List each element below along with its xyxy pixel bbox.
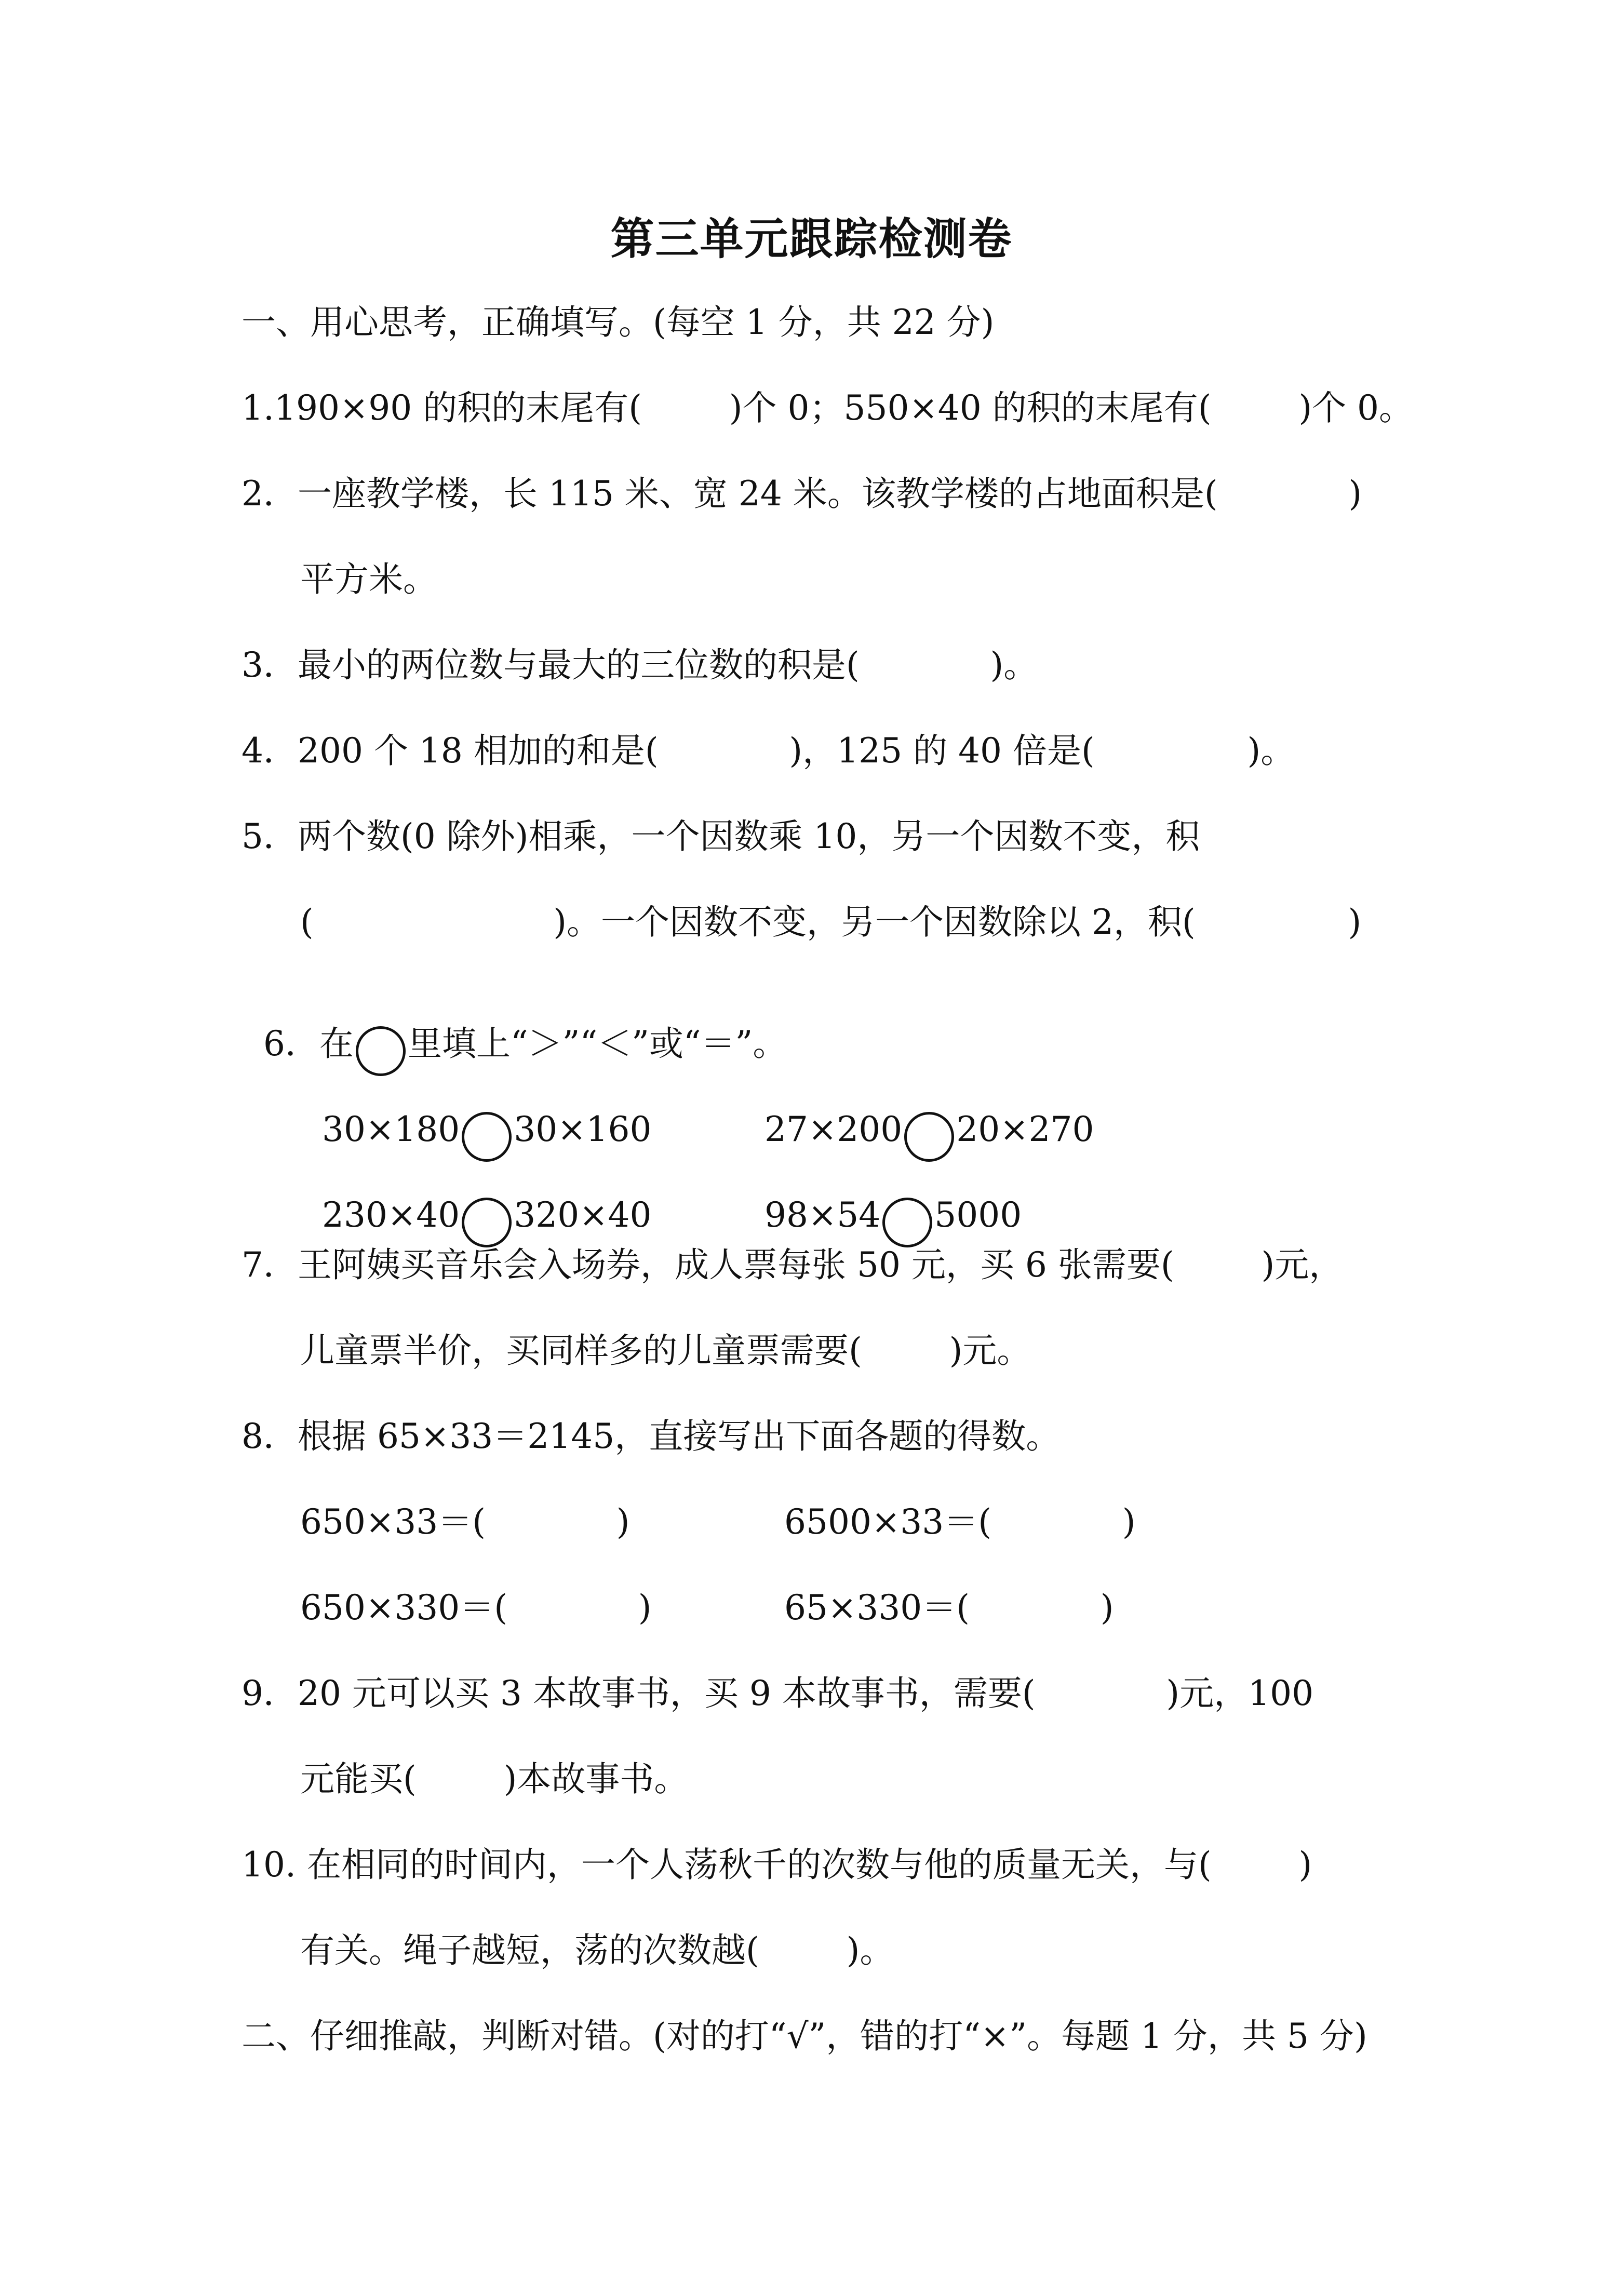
blank-circle	[356, 1026, 406, 1076]
comparison-left: 98×54	[764, 1195, 881, 1235]
question-3: 3．最小的两位数与最大的三位数的积是( )。	[242, 645, 1038, 685]
comparison-circle	[904, 1112, 954, 1162]
section-2-heading: 二、仔细推敲，判断对错。(对的打“√”，错的打“×”。每题 1 分，共 5 分)	[242, 2016, 1367, 2056]
question-7-line-1: 7．王阿姨买音乐会入场券，成人票每张 50 元，买 6 张需要( )元，	[242, 1245, 1344, 1285]
question-5-line-2: ( )。一个因数不变，另一个因数除以 2，积( )	[300, 902, 1362, 942]
question-6-suffix: 里填上“＞”“＜”或“＝”。	[407, 1024, 787, 1064]
question-6-instruction	[242, 992, 787, 1076]
calculation-item: 65×330＝( )	[784, 1588, 1114, 1628]
comparison-circle	[882, 1198, 932, 1247]
question-7-line-2: 儿童票半价，买同样多的儿童票需要( )元。	[300, 1331, 1031, 1371]
question-6-prefix: 6．在	[263, 1024, 354, 1064]
calculation-item: 6500×33＝( )	[784, 1502, 1136, 1542]
comparison-item	[743, 1078, 1094, 1162]
question-8-line-1: 8．根据 65×33＝2145，直接写出下面各题的得数。	[242, 1416, 1061, 1456]
page-title: 第三单元跟踪检测卷	[610, 213, 1013, 264]
comparison-item	[743, 1163, 1022, 1247]
comparison-left: 27×200	[764, 1109, 903, 1149]
section-1-heading: 一、用心思考，正确填写。(每空 1 分，共 22 分)	[242, 302, 995, 342]
question-9-line-2: 元能买( )本故事书。	[300, 1759, 689, 1799]
question-1: 1.190×90 的积的末尾有( )个 0；550×40 的积的末尾有( )个 0。	[242, 388, 1414, 428]
question-9-line-1: 9．20 元可以买 3 本故事书，买 9 本故事书，需要( )元，100	[242, 1673, 1314, 1713]
comparison-circle	[462, 1112, 512, 1162]
calculation-item: 650×330＝( )	[300, 1588, 652, 1628]
comparison-item	[300, 1163, 652, 1247]
question-10-line-1: 10. 在相同的时间内，一个人荡秋千的次数与他的质量无关，与( )	[242, 1845, 1312, 1885]
calculation-item: 650×33＝( )	[300, 1502, 630, 1542]
comparison-right: 320×40	[514, 1195, 652, 1235]
question-4: 4．200 个 18 相加的和是( )，125 的 40 倍是( )。	[242, 731, 1295, 771]
question-10-line-2: 有关。绳子越短，荡的次数越( )。	[300, 1930, 894, 1970]
question-2-line-2: 平方米。	[300, 559, 437, 599]
question-5-line-1: 5．两个数(0 除外)相乘，一个因数乘 10，另一个因数不变，积	[242, 816, 1200, 856]
comparison-circle	[462, 1198, 512, 1247]
question-2-line-1: 2．一座教学楼，长 115 米、宽 24 米。该教学楼的占地面积是( )	[242, 474, 1362, 514]
comparison-right: 5000	[934, 1195, 1022, 1235]
comparison-right: 30×160	[514, 1109, 652, 1149]
comparison-left: 230×40	[321, 1195, 460, 1235]
comparison-right: 20×270	[956, 1109, 1094, 1149]
comparison-item	[300, 1078, 652, 1162]
comparison-left: 30×180	[321, 1109, 460, 1149]
